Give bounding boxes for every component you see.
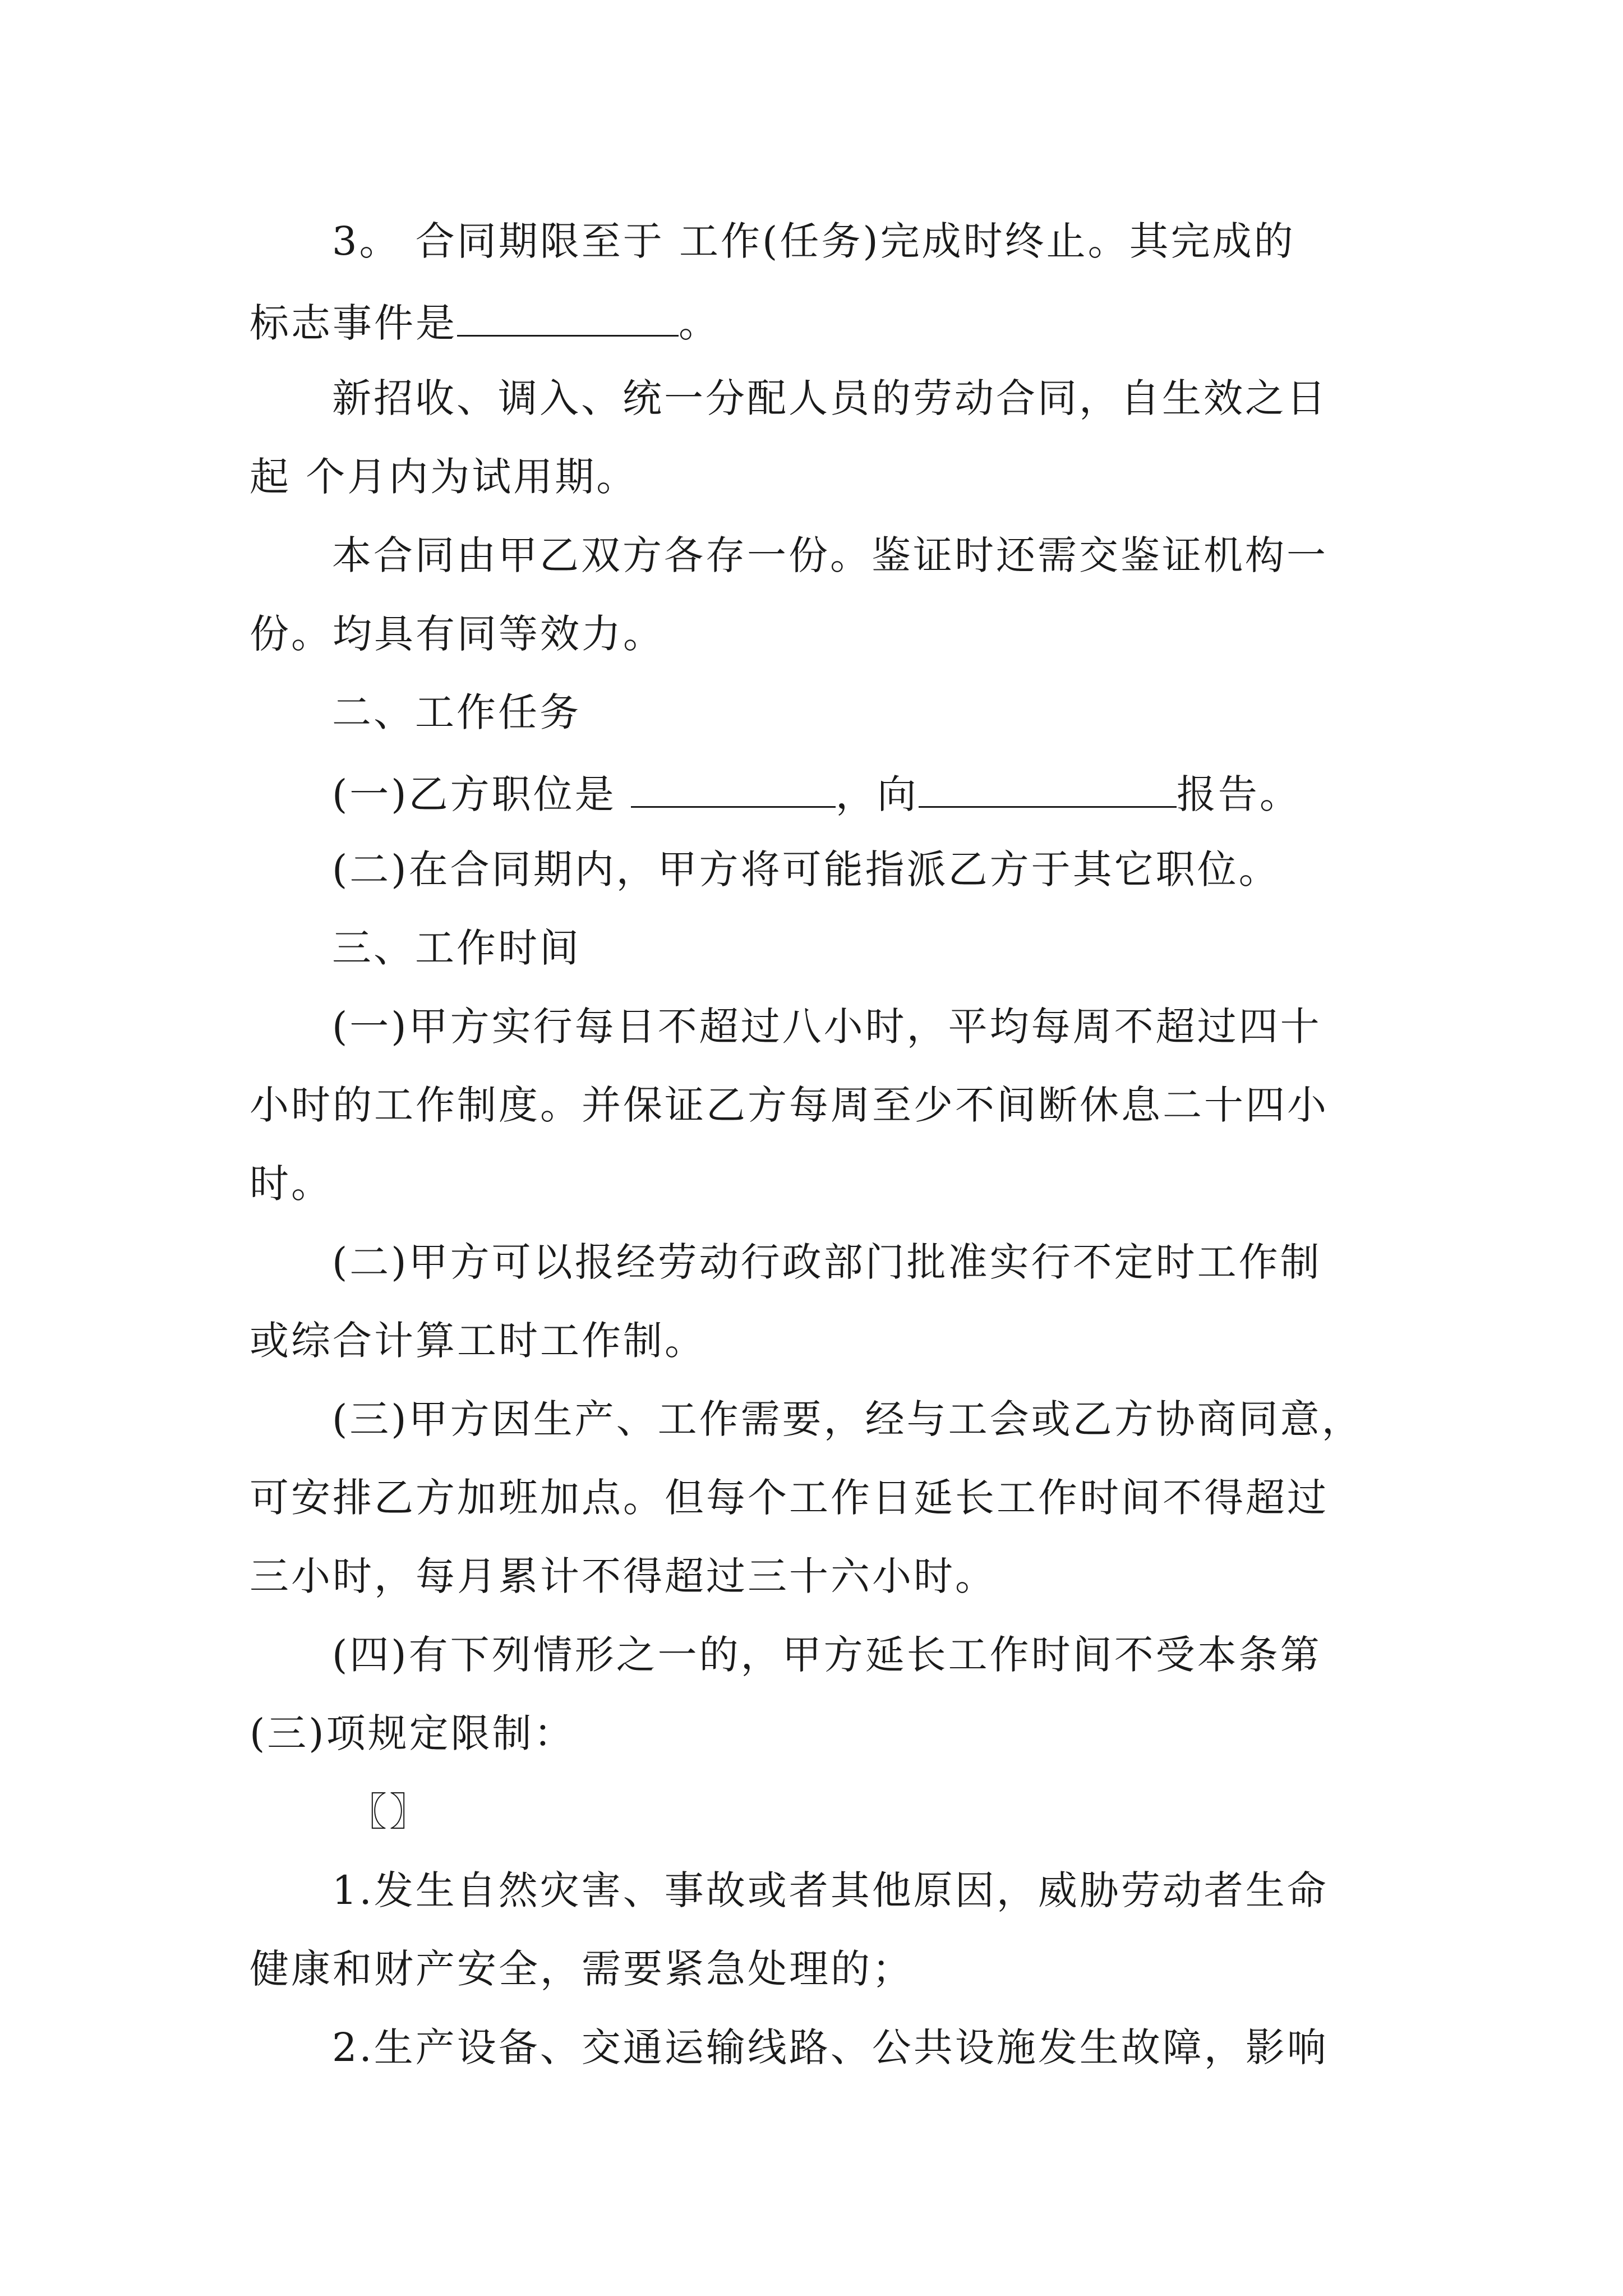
list-item-1-line-1: 1.发生自然灾害、事故或者其他原因，威胁劳动者生命 (332, 1867, 1329, 1913)
fill-in-blank (919, 771, 1177, 808)
paragraph-hours-line-2: 小时的工作制度。并保证乙方每周至少不间断休息二十四小 (250, 1082, 1329, 1128)
paragraph-overtime-line-2: 可安排乙方加班加点。但每个工作日延长工作时间不得超过 (250, 1475, 1329, 1521)
paragraph-copies-line-1: 本合同由甲乙双方各存一份。鉴证时还需交鉴证机构一 (332, 532, 1328, 578)
fill-in-blank (457, 300, 679, 337)
paragraph-exceptions-line-1: (四)有下列情形之一的，甲方延长工作时间不受本条第 (332, 1632, 1322, 1678)
paragraph-reassignment-line: (二)在合同期内，甲方将可能指派乙方于其它职位。 (332, 846, 1280, 892)
paragraph-flexible-hours-line-2: 或综合计算工时工作制。 (250, 1318, 706, 1364)
section-heading-working-hours: 三、工作时间 (332, 925, 581, 971)
paragraph-position-line (332, 771, 1301, 817)
bracket-placeholder: 〖〗 (348, 1789, 431, 1835)
list-item-2-line-1: 2.生产设备、交通运输线路、公共设施发生故障，影响 (332, 2024, 1329, 2070)
paragraph-overtime-line-1: (三)甲方因生产、工作需要，经与工会或乙方协商同意， (332, 1396, 1363, 1442)
text-segment: 。 (679, 300, 720, 346)
paragraph-contract-term-line-2 (250, 300, 720, 346)
paragraph-exceptions-line-2: (三)项规定限制： (250, 1710, 575, 1756)
paragraph-probation-line-2: 起 个月内为试用期。 (250, 454, 638, 500)
section-heading-work-tasks: 二、工作任务 (332, 689, 581, 735)
list-item-1-line-2: 健康和财产安全，需要紧急处理的； (250, 1946, 914, 1992)
paragraph-overtime-line-3: 三小时，每月累计不得超过三十六小时。 (250, 1553, 997, 1599)
text-segment: ，向 (835, 771, 919, 817)
paragraph-hours-line-1: (一)甲方实行每日不超过八小时，平均每周不超过四十 (332, 1004, 1322, 1050)
text-segment: 报告。 (1176, 771, 1301, 817)
text-segment: (一)乙方职位是 (332, 771, 631, 817)
paragraph-hours-line-3: 时。 (250, 1161, 333, 1207)
fill-in-blank (631, 771, 836, 808)
paragraph-probation-line-1: 新招收、调入、统一分配人员的劳动合同，自生效之日 (332, 375, 1328, 421)
paragraph-contract-term-line-1: 3。 合同期限至于 工作(任务)完成时终止。其完成的 (332, 218, 1295, 264)
paragraph-flexible-hours-line-1: (二)甲方可以报经劳动行政部门批准实行不定时工作制 (332, 1239, 1322, 1285)
paragraph-copies-line-2: 份。均具有同等效力。 (250, 611, 665, 657)
text-segment: 标志事件是 (250, 300, 457, 346)
